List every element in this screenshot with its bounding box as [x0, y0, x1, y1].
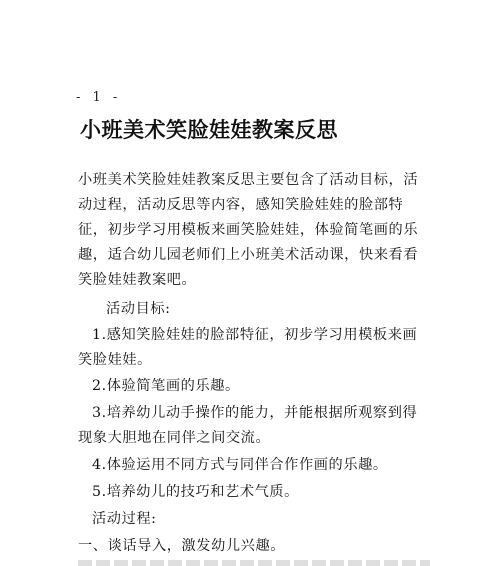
goal-item-5: 5.培养幼儿的技巧和艺术气质。 — [92, 484, 299, 500]
intro-paragraph: 小班美术笑脸娃娃教案反思主要包含了活动目标，活动过程，活动反思等内容，感知笑脸娃娃的脸部特征，初步学习用模板来画笑脸娃娃，体验简笔画的乐趣，适合幼儿园老师们上小班美术活动课，快来看看笑脸娃娃教案吧。 — [78, 172, 419, 288]
process-heading: 活动过程: — [92, 511, 157, 527]
goal-item-3: 3.培养幼儿动手操作的能力，并能根据所观察到得现象大胆地在同伴之间交流。 — [78, 405, 418, 446]
page-number: - 1 - — [76, 90, 122, 105]
process-step-1: 一、谈话导入，激发幼儿兴趣。 — [78, 538, 286, 554]
goal-item-1: 1.感知笑脸娃娃的脸部特征，初步学习用模板来画笑脸娃娃。 — [78, 327, 418, 368]
truncated-text-line — [78, 560, 430, 566]
goals-heading: 活动目标: — [106, 301, 171, 317]
goal-item-4: 4.体验运用不同方式与同伴合作作画的乐趣。 — [92, 457, 388, 473]
document-title: 小班美术笑脸娃娃教案反思 — [80, 118, 338, 142]
goal-item-2: 2.体验简笔画的乐趣。 — [92, 378, 240, 394]
